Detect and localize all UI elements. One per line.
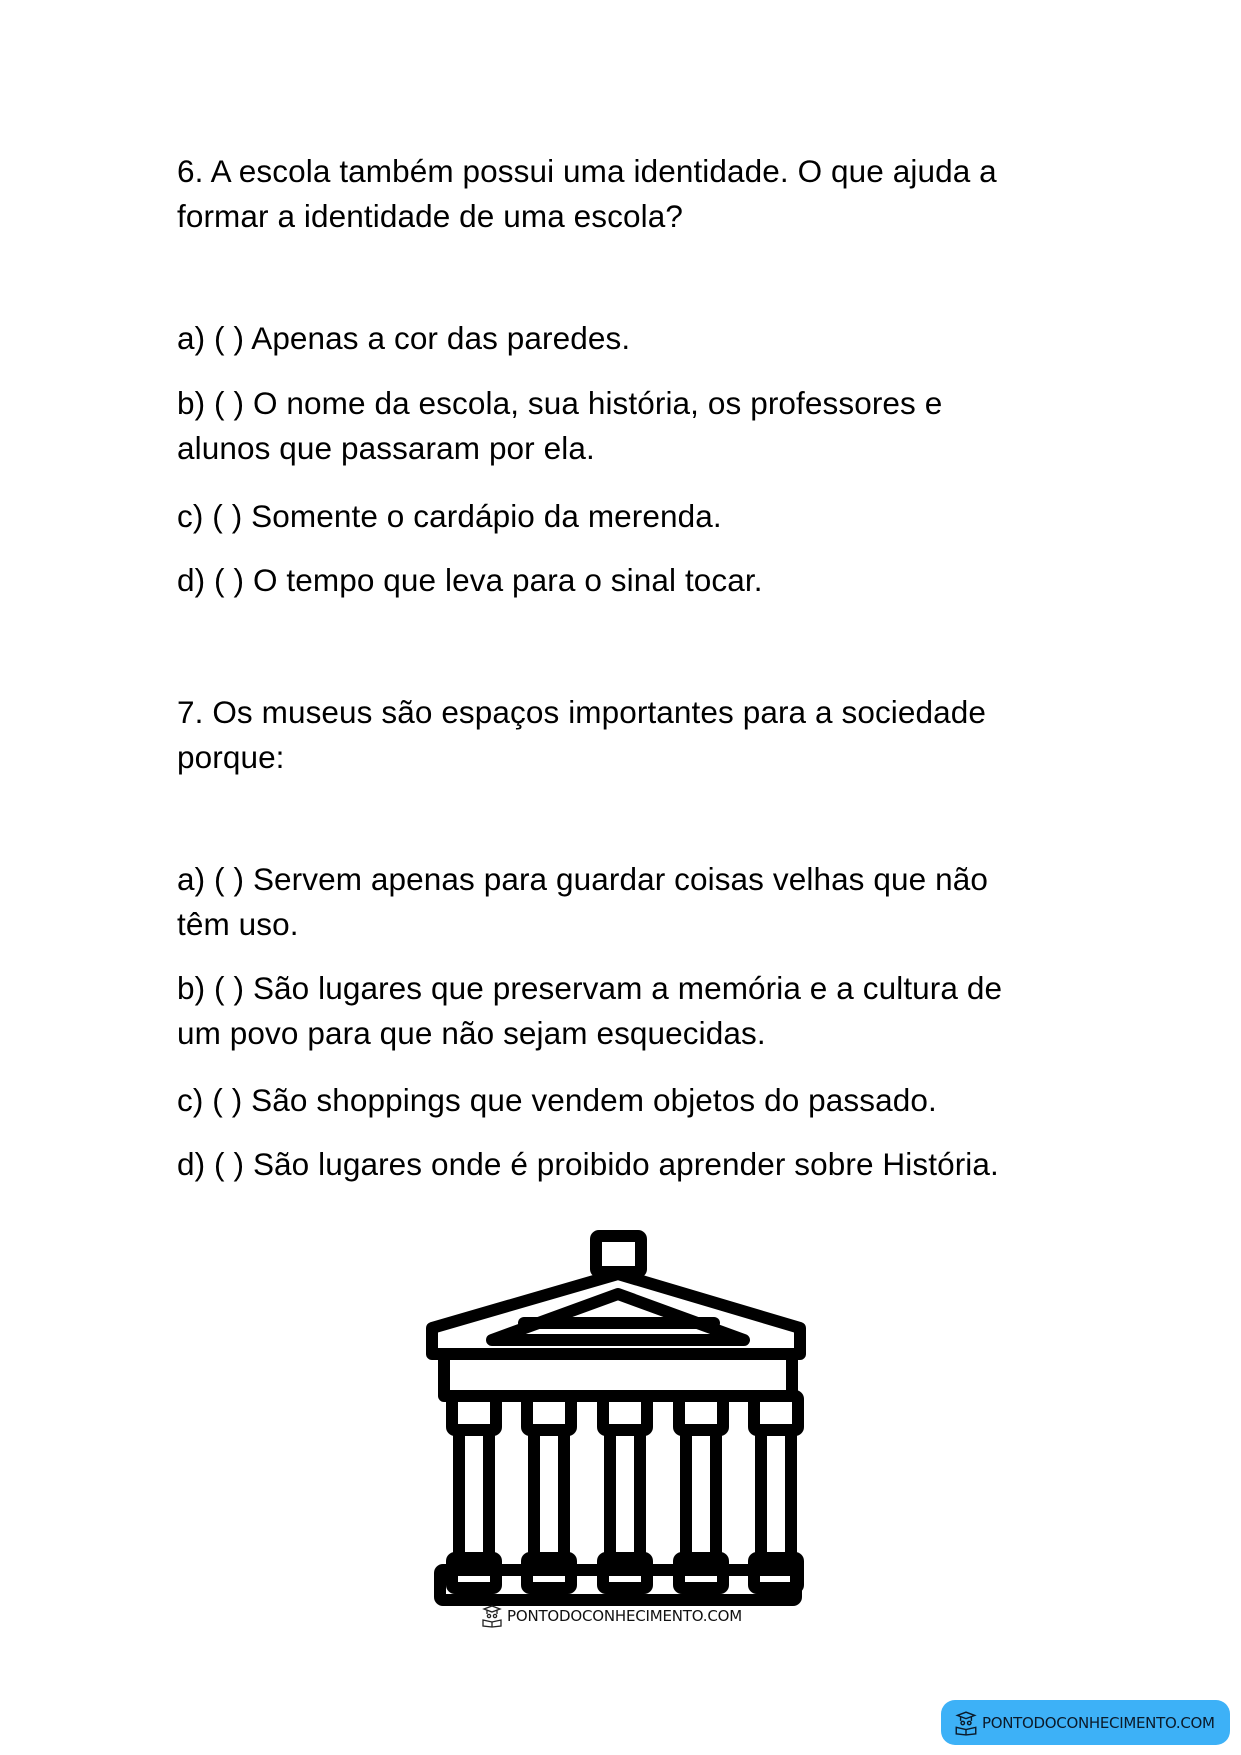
museum-building-icon — [424, 1228, 812, 1606]
option-text-continued: um povo para que não sejam esquecidas. — [177, 1015, 766, 1051]
option-text: b) ( ) São lugares que preservam a memória e a cultura de — [177, 970, 1003, 1006]
option-text: a) ( ) Apenas a cor das paredes. — [177, 320, 631, 356]
question-6-option-a[interactable] — [177, 316, 1057, 361]
illustration-watermark — [480, 1604, 742, 1628]
option-text: b) ( ) O nome da escola, sua história, os professores e — [177, 385, 943, 421]
question-7-option-d[interactable] — [177, 1142, 1057, 1187]
question-6-title-line-1: 6. A escola também possui uma identidade. O que ajuda a — [177, 153, 997, 189]
question-6-title-line-2: formar a identidade de uma escola? — [177, 198, 683, 234]
option-text: c) ( ) São shoppings que vendem objetos do passado. — [177, 1082, 937, 1118]
question-7-option-a[interactable] — [177, 857, 1057, 947]
watermark-text: PONTODOCONHECIMENTO.COM — [507, 1607, 742, 1625]
option-text: d) ( ) São lugares onde é proibido aprender sobre História. — [177, 1146, 999, 1182]
graduate-reading-icon — [480, 1604, 504, 1628]
site-badge-text: PONTODOCONHECIMENTO.COM — [982, 1713, 1215, 1732]
option-text-continued: têm uso. — [177, 906, 299, 942]
option-text: d) ( ) O tempo que leva para o sinal tocar. — [177, 562, 763, 598]
option-text-continued: alunos que passaram por ela. — [177, 430, 595, 466]
question-6-option-b[interactable] — [177, 381, 1057, 471]
option-text: a) ( ) Servem apenas para guardar coisas velhas que não — [177, 861, 988, 897]
question-7-option-c[interactable] — [177, 1078, 1057, 1123]
question-7-title-line-2: porque: — [177, 739, 285, 775]
question-7-title — [177, 690, 1057, 780]
question-6-title — [177, 149, 1057, 239]
graduate-reading-icon — [953, 1710, 979, 1736]
question-6-option-c[interactable] — [177, 494, 1057, 539]
site-badge[interactable] — [941, 1700, 1230, 1745]
option-text: c) ( ) Somente o cardápio da merenda. — [177, 498, 722, 534]
question-7-title-line-1: 7. Os museus são espaços importantes para a sociedade — [177, 694, 986, 730]
question-7-option-b[interactable] — [177, 966, 1057, 1056]
question-6-option-d[interactable] — [177, 558, 1057, 603]
